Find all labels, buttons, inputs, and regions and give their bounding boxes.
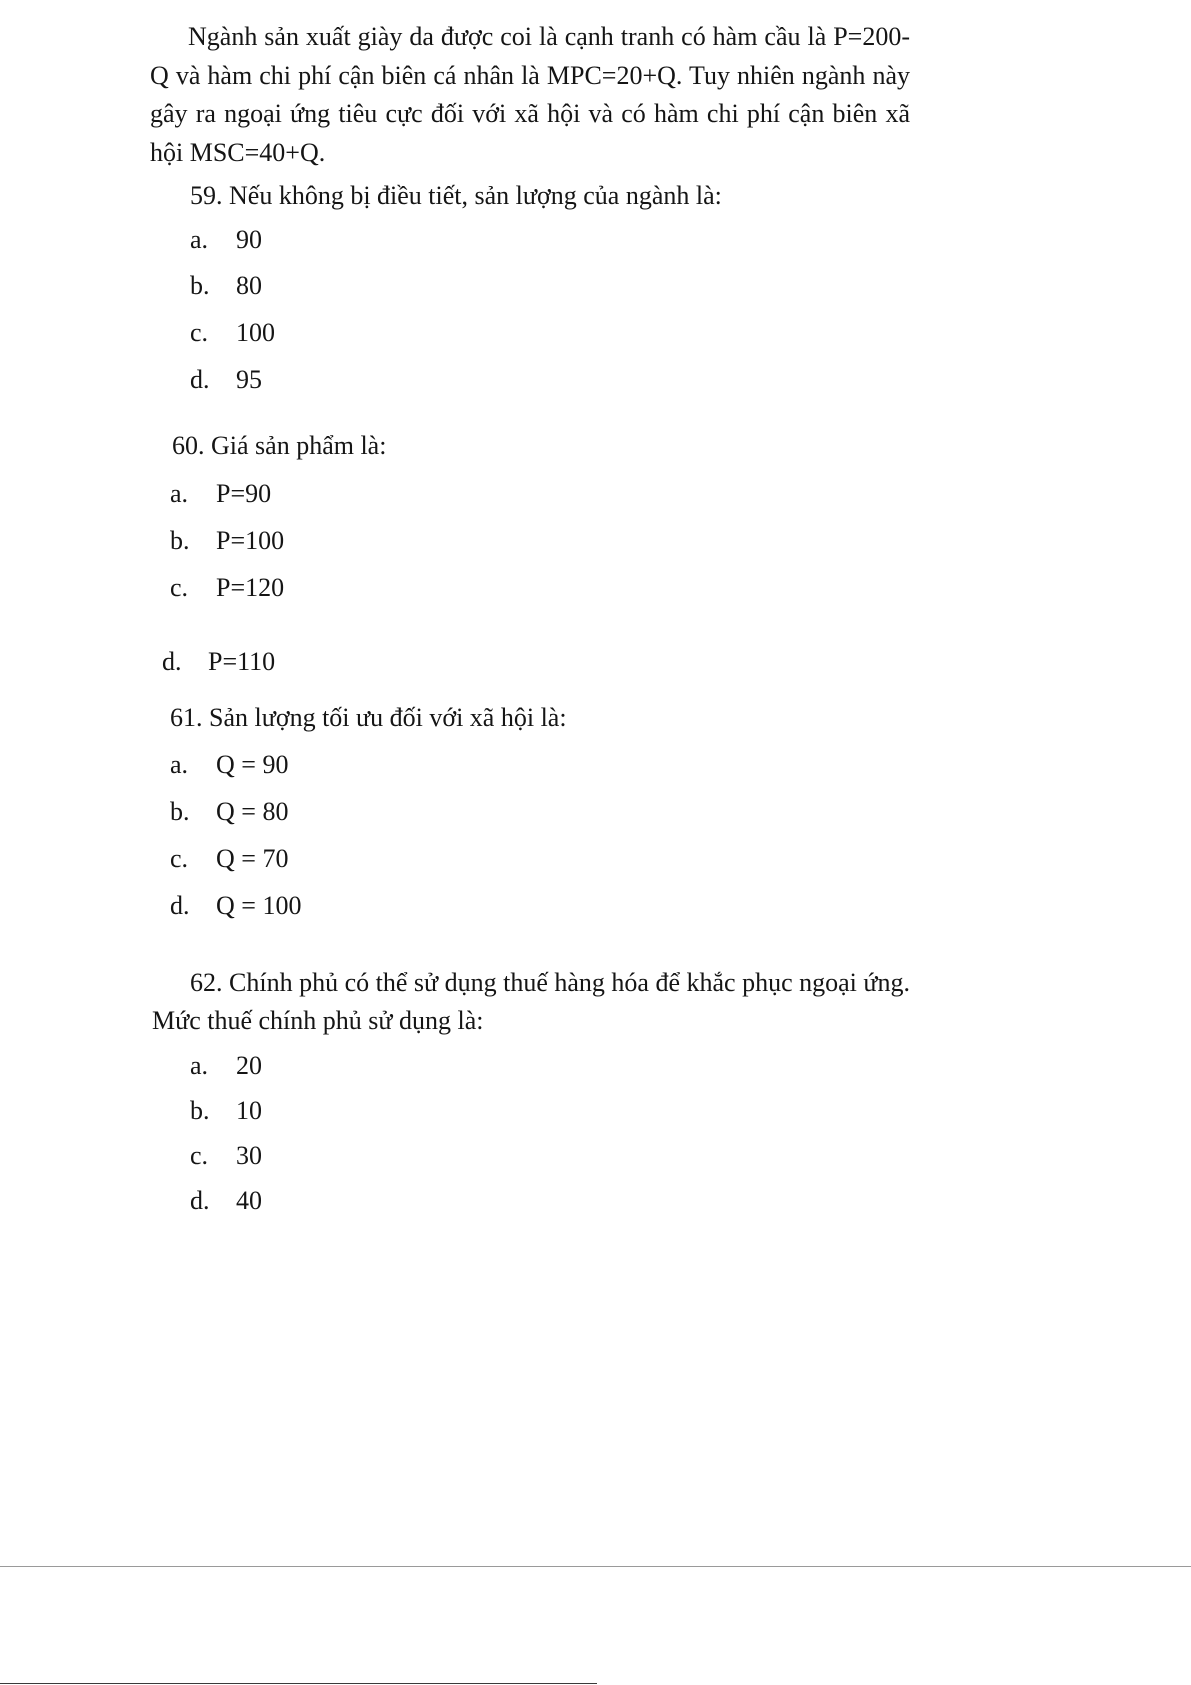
problem-statement: Ngành sản xuất giày da được coi là cạnh tranh có hàm cầu là P=200-Q và hàm chi phí cận biên cá nhân là MPC=20+Q. Tuy nhiên ngành này gây ra ngoại ứng tiêu cực đối với xã hội và có hàm chi phí cận biên xã hội MSC=40+Q.	[150, 22, 910, 167]
option-label: c.	[170, 573, 189, 602]
option-label: d.	[190, 1186, 210, 1215]
option-text: Q = 100	[216, 891, 302, 920]
option-text: P=100	[216, 526, 285, 555]
option-text: 30	[236, 1141, 262, 1170]
question-61-title: 61. Sản lượng tối ưu đối với xã hội là:	[170, 703, 567, 732]
question-61-option-d[interactable]	[170, 890, 301, 922]
option-text: Q = 70	[216, 844, 289, 873]
option-text: Q = 90	[216, 750, 289, 779]
option-text: 20	[236, 1051, 262, 1080]
page-divider	[0, 1566, 1191, 1567]
option-text: 80	[236, 271, 262, 300]
question-59-option-b[interactable]	[190, 270, 262, 302]
question-60-title: 60. Giá sản phẩm là:	[172, 431, 387, 460]
question-60-option-a[interactable]	[170, 478, 271, 510]
question-60-option-b[interactable]	[170, 525, 284, 557]
option-label: a.	[190, 1051, 209, 1080]
option-label: b.	[170, 526, 190, 555]
question-62-option-a[interactable]	[190, 1050, 262, 1082]
option-label: d.	[190, 365, 210, 394]
option-text: 90	[236, 225, 262, 254]
option-label: d.	[162, 647, 182, 676]
question-60-option-d[interactable]	[162, 646, 275, 678]
option-text: 40	[236, 1186, 262, 1215]
question-59-option-d[interactable]	[190, 364, 262, 396]
option-text: 95	[236, 365, 262, 394]
question-61-option-c[interactable]	[170, 843, 288, 875]
question-62-option-c[interactable]	[190, 1140, 262, 1172]
option-label: b.	[170, 797, 190, 826]
footnote-rule	[0, 1683, 597, 1684]
option-label: a.	[170, 479, 189, 508]
question-60-option-c[interactable]	[170, 572, 284, 604]
option-label: d.	[170, 891, 190, 920]
option-text: P=120	[216, 573, 285, 602]
option-text: Q = 80	[216, 797, 289, 826]
question-59-option-a[interactable]	[190, 224, 262, 256]
question-62-option-d[interactable]	[190, 1185, 262, 1217]
option-label: a.	[190, 225, 209, 254]
option-label: c.	[190, 318, 209, 347]
question-61-option-b[interactable]	[170, 796, 288, 828]
option-text: P=90	[216, 479, 272, 508]
question-62-title: 62. Chính phủ có thể sử dụng thuế hàng hóa để khắc phục ngoại ứng. Mức thuế chính phủ sử dụng là:	[152, 968, 910, 1035]
option-label: a.	[170, 750, 189, 779]
option-label: b.	[190, 271, 210, 300]
option-text: 10	[236, 1096, 262, 1125]
option-label: c.	[190, 1141, 209, 1170]
option-label: c.	[170, 844, 189, 873]
question-62-option-b[interactable]	[190, 1095, 262, 1127]
question-59-title: 59. Nếu không bị điều tiết, sản lượng của ngành là:	[190, 181, 722, 210]
option-text: 100	[236, 318, 275, 347]
question-61-option-a[interactable]	[170, 749, 288, 781]
option-text: P=110	[208, 647, 276, 676]
question-59-option-c[interactable]	[190, 317, 275, 349]
option-label: b.	[190, 1096, 210, 1125]
